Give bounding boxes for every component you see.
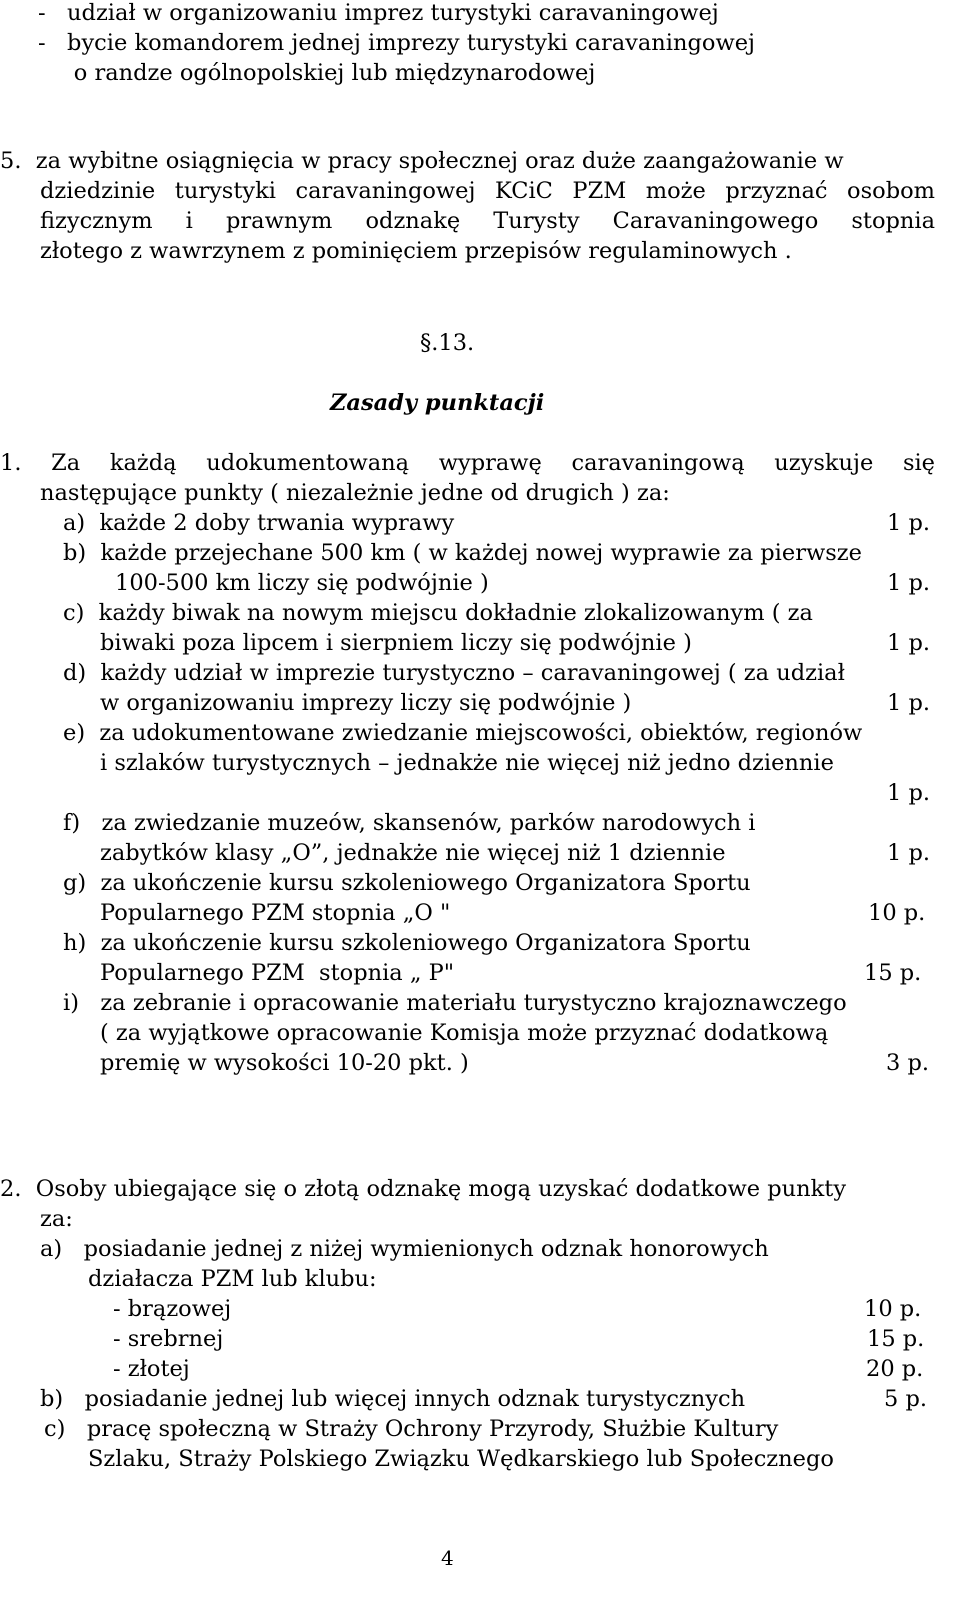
point-2-intro: za:	[40, 1206, 73, 1232]
badge-label: - srebrnej	[113, 1326, 224, 1352]
item-f-line: zabytków klasy „O”, jednakże nie więcej niż 1 dziennie	[100, 840, 726, 866]
section-number: §.13.	[420, 330, 475, 356]
badge-label: - złotej	[113, 1356, 190, 1382]
item-e-line: i szlaków turystycznych – jednakże nie więcej niż jedno dziennie	[100, 750, 834, 776]
badge-points: 15 p.	[867, 1326, 925, 1352]
item-5-line: dziedzinie turystyki caravaningowej KCiC PZM może przyznać osobom	[40, 178, 935, 204]
item-g-line: Popularnego PZM stopnia „O "	[100, 900, 451, 926]
badge-label: - brązowej	[113, 1296, 232, 1322]
item-c-points: 1 p.	[887, 630, 931, 656]
item-f-line: f) za zwiedzanie muzeów, skansenów, parków narodowych i	[63, 810, 756, 836]
page-number: 4	[441, 1546, 454, 1570]
item-f-points: 1 p.	[887, 840, 931, 866]
item-i-line: premię w wysokości 10-20 pkt. )	[100, 1050, 469, 1076]
item-e-line: e) za udokumentowane zwiedzanie miejscowości, obiektów, regionów	[63, 720, 863, 746]
point-1-intro: 1. Za każdą udokumentowaną wyprawę caravaningową uzyskuje się	[0, 450, 935, 476]
item-d-points: 1 p.	[887, 690, 931, 716]
item-i-line: ( za wyjątkowe opracowanie Komisja może przyznać dodatkową	[100, 1020, 829, 1046]
item-c-line: biwaki poza lipcem i sierpniem liczy się podwójnie )	[100, 630, 692, 656]
list-item: - bycie komandorem jednej imprezy turystyki caravaningowej	[38, 30, 755, 56]
badge-points: 20 p.	[866, 1356, 924, 1382]
item-i-points: 3 p.	[886, 1050, 930, 1076]
point-2-a-line: a) posiadanie jednej z niżej wymienionych odznak honorowych	[40, 1236, 769, 1262]
point-2-b-line: b) posiadanie jednej lub więcej innych odznak turystycznych	[40, 1386, 746, 1412]
item-5-line: złotego z wawrzynem z pominięciem przepisów regulaminowych .	[40, 238, 792, 264]
item-e-points: 1 p.	[887, 780, 931, 806]
item-h-line: Popularnego PZM stopnia „ P"	[100, 960, 455, 986]
item-a-line: a) każde 2 doby trwania wyprawy	[63, 510, 455, 536]
point-2-c-line: c) pracę społeczną w Straży Ochrony Przyrody, Służbie Kultury	[44, 1416, 779, 1442]
point-1-intro: następujące punkty ( niezależnie jedne od drugich ) za:	[40, 480, 670, 506]
item-b-line: 100-500 km liczy się podwójnie )	[115, 570, 489, 596]
item-5-line: fizycznym i prawnym odznakę Turysty Caravaningowego stopnia	[40, 208, 935, 234]
list-item: - udział w organizowaniu imprez turystyki caravaningowej	[38, 0, 719, 26]
item-c-line: c) każdy biwak na nowym miejscu dokładnie zlokalizowanym ( za	[63, 600, 813, 626]
item-h-line: h) za ukończenie kursu szkoleniowego Organizatora Sportu	[63, 930, 751, 956]
point-2-intro: 2. Osoby ubiegające się o złotą odznakę mogą uzyskać dodatkowe punkty	[0, 1176, 847, 1202]
item-g-points: 10 p.	[868, 900, 926, 926]
badge-points: 10 p.	[864, 1296, 922, 1322]
item-5-line: 5. za wybitne osiągnięcia w pracy społecznej oraz duże zaangażowanie w	[0, 148, 844, 174]
section-title: Zasady punktacji	[330, 390, 545, 416]
list-item-continuation: o randze ogólnopolskiej lub międzynarodowej	[38, 60, 596, 86]
item-h-points: 15 p.	[864, 960, 922, 986]
item-a-points: 1 p.	[887, 510, 931, 536]
point-2-b-points: 5 p.	[884, 1386, 928, 1412]
point-2-c-line: Szlaku, Straży Polskiego Związku Wędkarskiego lub Społecznego	[88, 1446, 834, 1472]
item-g-line: g) za ukończenie kursu szkoleniowego Organizatora Sportu	[63, 870, 751, 896]
item-d-line: w organizowaniu imprezy liczy się podwójnie )	[100, 690, 632, 716]
item-b-points: 1 p.	[887, 570, 931, 596]
item-b-line: b) każde przejechane 500 km ( w każdej nowej wyprawie za pierwsze	[63, 540, 862, 566]
item-d-line: d) każdy udział w imprezie turystyczno – caravaningowej ( za udział	[63, 660, 845, 686]
point-2-a-line: działacza PZM lub klubu:	[88, 1266, 377, 1292]
item-i-line: i) za zebranie i opracowanie materiału turystyczno krajoznawczego	[63, 990, 847, 1016]
